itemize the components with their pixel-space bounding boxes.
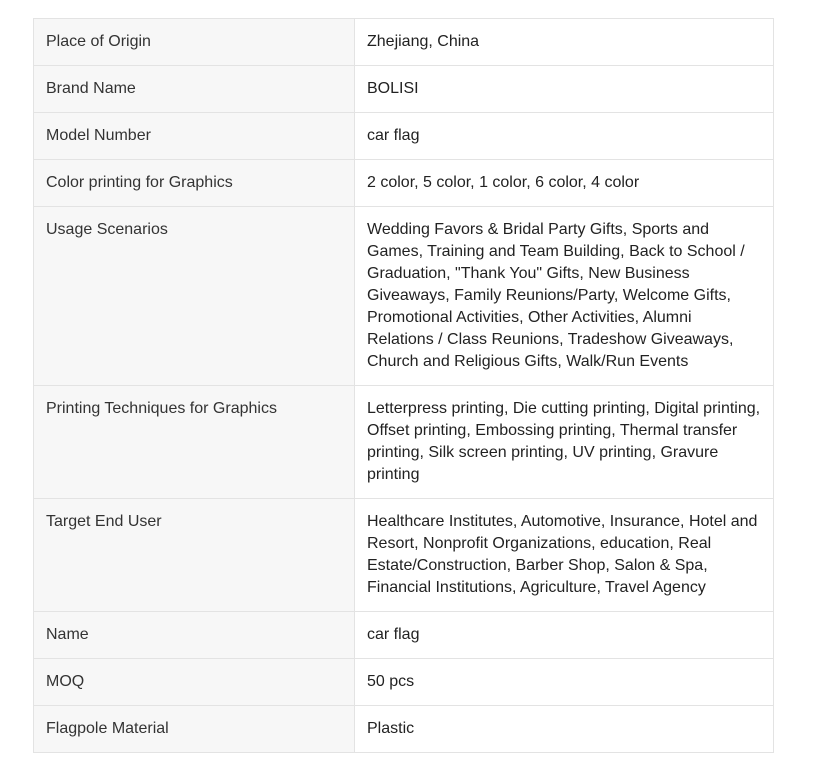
spec-key: Printing Techniques for Graphics <box>34 386 355 499</box>
table-row <box>34 499 774 612</box>
spec-key: Target End User <box>34 499 355 612</box>
spec-key: Brand Name <box>34 66 355 113</box>
product-spec-table <box>33 18 774 753</box>
spec-value: car flag <box>355 113 774 160</box>
spec-value: 50 pcs <box>355 659 774 706</box>
spec-value: car flag <box>355 612 774 659</box>
table-row <box>34 113 774 160</box>
table-row <box>34 207 774 386</box>
spec-key: Usage Scenarios <box>34 207 355 386</box>
table-row <box>34 19 774 66</box>
spec-key: Name <box>34 612 355 659</box>
spec-value: Healthcare Institutes, Automotive, Insurance, Hotel and Resort, Nonprofit Organizations, education, Real Estate/Construction, Barber Shop, Salon & Spa, Financial Institutions, Agriculture, Travel Agency <box>355 499 774 612</box>
product-spec-table-container <box>33 18 774 753</box>
spec-value: Wedding Favors & Bridal Party Gifts, Sports and Games, Training and Team Building, Back to School / Graduation, "Thank You" Gifts, New Business Giveaways, Family Reunions/Party, Welcome Gifts, Promotional Activities, Other Activities, Alumni Relations / Class Reunions, Tradeshow Giveaways, Church and Religious Gifts, Walk/Run Events <box>355 207 774 386</box>
spec-key: Flagpole Material <box>34 706 355 753</box>
spec-key: Place of Origin <box>34 19 355 66</box>
spec-key: Color printing for Graphics <box>34 160 355 207</box>
spec-value: Zhejiang, China <box>355 19 774 66</box>
table-row <box>34 386 774 499</box>
table-row <box>34 612 774 659</box>
spec-key: MOQ <box>34 659 355 706</box>
spec-key: Model Number <box>34 113 355 160</box>
spec-value: Letterpress printing, Die cutting printing, Digital printing, Offset printing, Embossing printing, Thermal transfer printing, Silk screen printing, UV printing, Gravure printing <box>355 386 774 499</box>
spec-value: BOLISI <box>355 66 774 113</box>
table-row <box>34 160 774 207</box>
table-row <box>34 706 774 753</box>
spec-value: Plastic <box>355 706 774 753</box>
table-row <box>34 659 774 706</box>
table-row <box>34 66 774 113</box>
spec-value: 2 color, 5 color, 1 color, 6 color, 4 color <box>355 160 774 207</box>
